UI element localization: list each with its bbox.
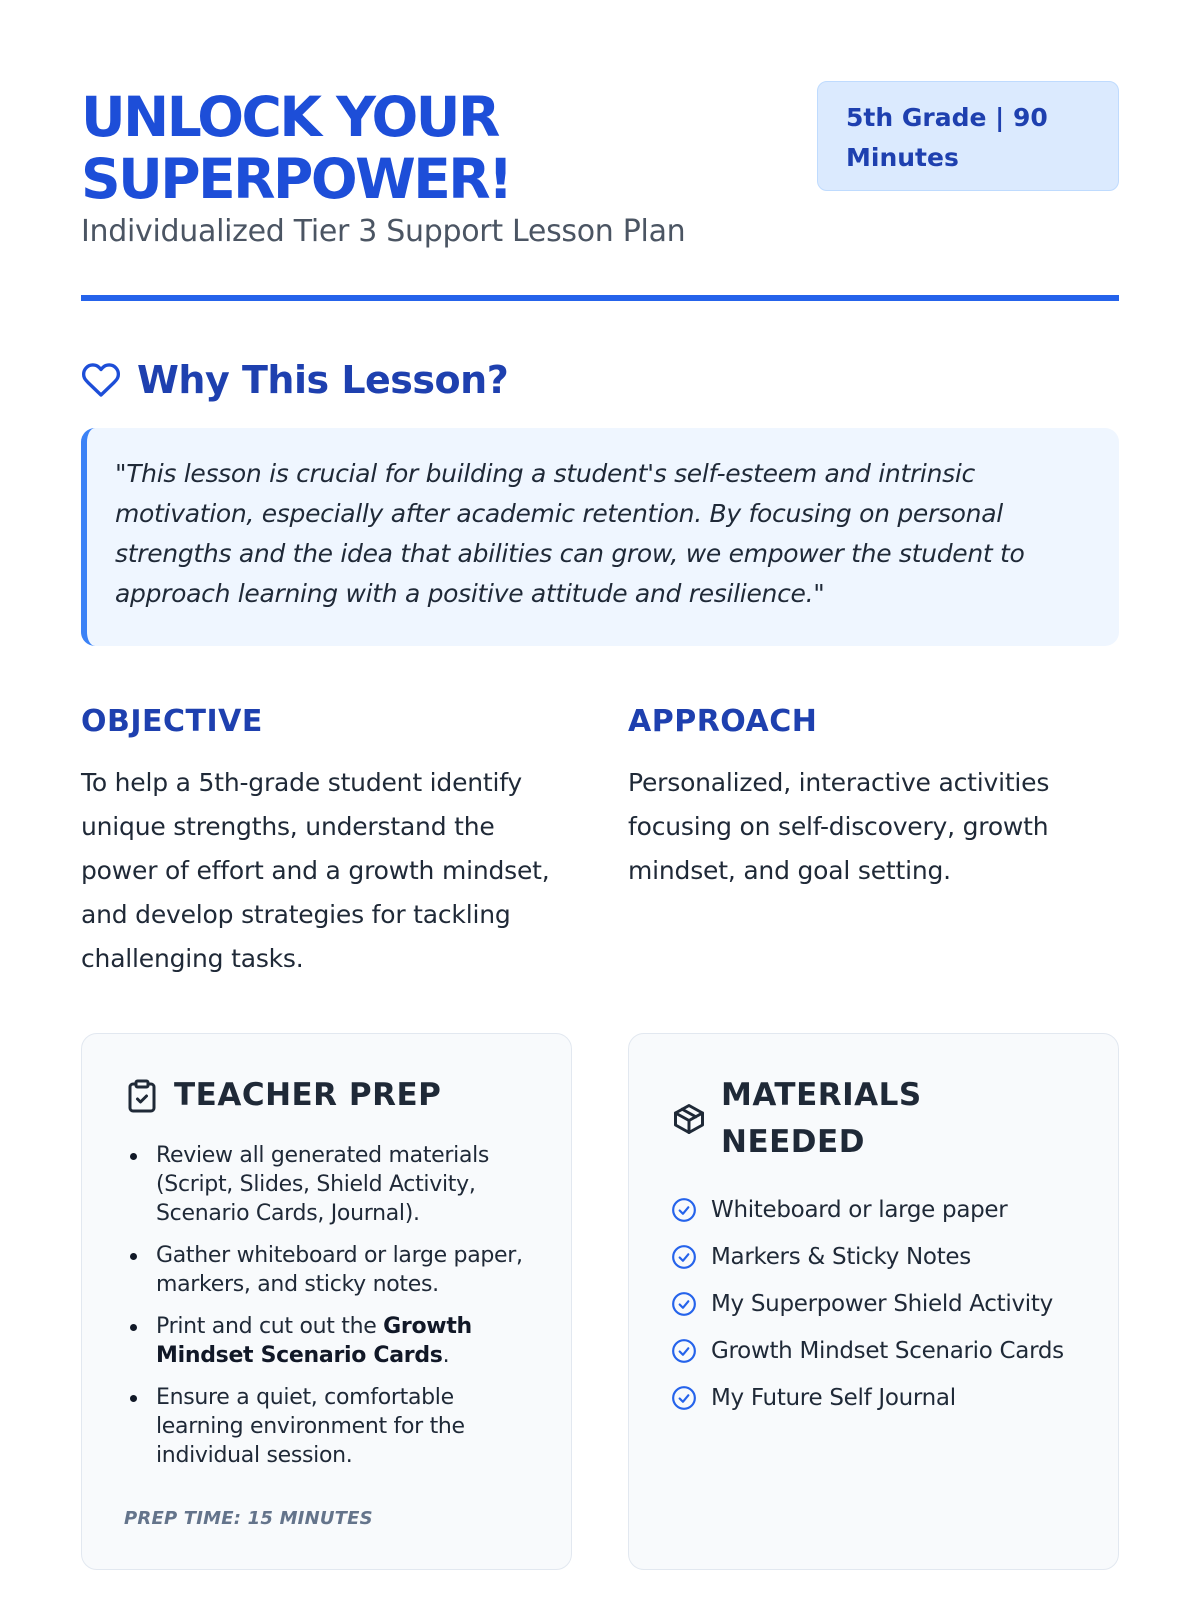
check-circle-icon [671,1385,697,1411]
why-heading-text: Why This Lesson? [137,358,509,402]
page-subtitle: Individualized Tier 3 Support Lesson Plan [81,214,686,249]
material-label: My Superpower Shield Activity [711,1290,1053,1317]
list-item [671,1374,1076,1421]
clipboard-check-icon [124,1078,160,1114]
teacher-prep-heading: TEACHER PREP [174,1077,442,1113]
check-circle-icon [671,1244,697,1270]
objective-heading: OBJECTIVE [81,704,263,739]
page-title: UNLOCK YOUR SUPERPOWER! [81,85,511,211]
check-circle-icon [671,1291,697,1317]
list-item [671,1233,1076,1280]
box-icon [671,1101,707,1137]
objective-text: To help a 5th-grade student identify unique strengths, understand the power of effort and a growth mindset, and develop strategies for tackling challenging tasks. [81,768,550,973]
cards-section [81,1033,1119,1570]
approach-heading: APPROACH [628,704,818,739]
teacher-prep-card [81,1033,572,1570]
list-item-emphasis: Growth Mindset Scenario Cards [156,1314,472,1368]
approach-text: Personalized, interactive activities focusing on self-discovery, growth mindset, and goal setting. [628,768,1050,885]
approach-block [628,704,1119,981]
list-item [671,1186,1076,1233]
material-label: Growth Mindset Scenario Cards [711,1337,1064,1364]
list-item: Gather whiteboard or large paper, markers, and sticky notes. [124,1241,529,1299]
prep-time: PREP TIME: 15 MINUTES [124,1508,373,1529]
material-label: My Future Self Journal [711,1384,956,1411]
list-item-text-end: . [442,1343,450,1368]
heart-icon [81,360,121,400]
list-item [671,1327,1076,1374]
header-divider [81,295,1119,301]
list-item [124,1312,529,1370]
material-label: Markers & Sticky Notes [711,1243,971,1270]
list-item-text: Print and cut out the [156,1314,384,1339]
check-circle-icon [671,1338,697,1364]
list-item: Review all generated materials (Script, Slides, Shield Activity, Scenario Cards, Journal). [124,1141,529,1228]
list-item [671,1280,1076,1327]
material-label: Whiteboard or large paper [711,1196,1008,1223]
why-heading [81,358,1119,402]
materials-header [671,1072,1076,1166]
list-item: Ensure a quiet, comfortable learning environment for the individual session. [124,1383,529,1470]
header [81,0,1119,249]
objective-approach-section [81,704,1119,981]
materials-heading: MATERIALS NEEDED [721,1077,922,1160]
materials-list [671,1186,1076,1421]
check-circle-icon [671,1197,697,1223]
teacher-prep-list [124,1141,529,1470]
rationale-quote: "This lesson is crucial for building a student's self-esteem and intrinsic motivation, especially after academic retention. By focusing on personal strengths and the idea that abilities can grow, we empower the student to approach learning with a positive attitude and resilience." [81,428,1119,646]
teacher-prep-header [124,1072,529,1119]
objective-block [81,704,572,981]
why-section [81,358,1119,646]
grade-duration-badge: 5th Grade | 90 Minutes [817,81,1119,191]
materials-card [628,1033,1119,1570]
